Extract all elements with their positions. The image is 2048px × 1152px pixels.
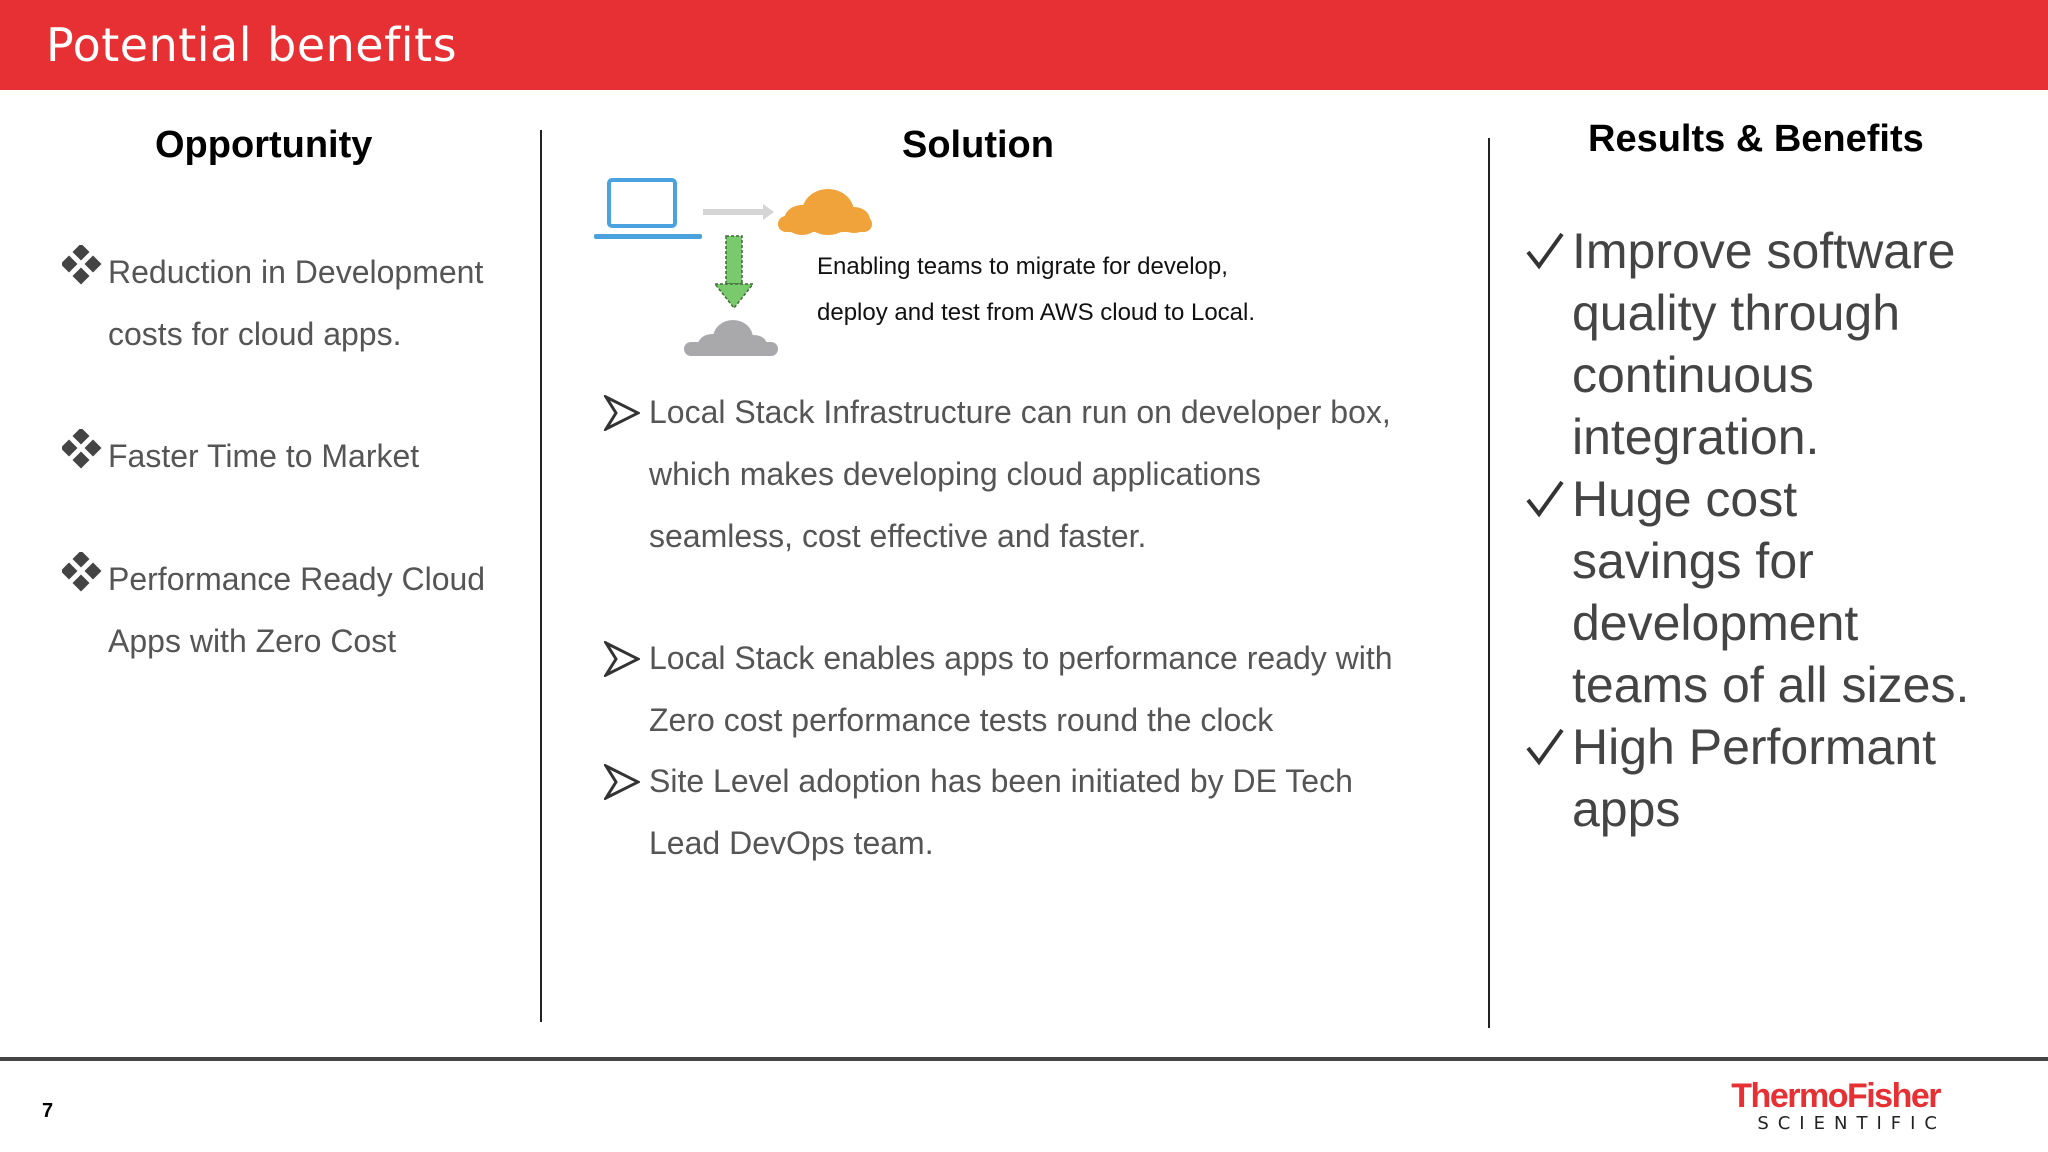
title-bar bbox=[0, 0, 2048, 90]
opportunity-item bbox=[62, 548, 532, 672]
diamond-bullet-icon bbox=[62, 245, 102, 285]
solution-text-line: Local Stack Infrastructure can run on developer box, bbox=[649, 394, 1391, 430]
arrow-right-icon bbox=[703, 204, 774, 220]
arrowhead-bullet-icon bbox=[604, 764, 640, 800]
column-divider-left bbox=[540, 130, 542, 1022]
solution-caption bbox=[817, 244, 1417, 336]
opportunity-item bbox=[62, 425, 532, 487]
arrowhead-bullet-icon bbox=[604, 395, 640, 431]
solution-text-line: Site Level adoption has been initiated by DE Tech bbox=[649, 763, 1353, 799]
opportunity-text-line: Performance Ready Cloud bbox=[108, 561, 486, 597]
results-text-line: quality through bbox=[1572, 285, 1901, 341]
solution-text-line: which makes developing cloud applications bbox=[649, 456, 1261, 492]
logo-text: ThermoFisher bbox=[1731, 1077, 1940, 1115]
checkmark-icon bbox=[1525, 478, 1565, 520]
results-text-line: High Performant bbox=[1572, 719, 1937, 775]
solution-text-line: Zero cost performance tests round the clock bbox=[649, 702, 1274, 738]
solution-item bbox=[604, 750, 1464, 874]
solution-item bbox=[604, 381, 1464, 567]
caption-line: deploy and test from AWS cloud to Local. bbox=[817, 299, 1256, 326]
results-heading: Results & Benefits bbox=[1588, 118, 1924, 160]
solution-text-line: Lead DevOps team. bbox=[649, 825, 934, 861]
cloud-aws-icon bbox=[778, 189, 872, 235]
opportunity-text-line: costs for cloud apps. bbox=[108, 316, 402, 352]
results-text-line: savings for bbox=[1572, 533, 1814, 589]
opportunity-text-line: Apps with Zero Cost bbox=[108, 623, 397, 659]
results-text-line: Improve software bbox=[1572, 223, 1956, 279]
page-number: 7 bbox=[42, 1100, 54, 1122]
logo-subtext: SCIENTIFIC bbox=[1757, 1113, 1946, 1134]
laptop-icon bbox=[594, 180, 702, 239]
cloud-local-icon bbox=[684, 320, 778, 356]
solution-text-line: seamless, cost effective and faster. bbox=[649, 518, 1147, 554]
column-divider-right bbox=[1488, 138, 1490, 1028]
solution-text-line: Local Stack enables apps to performance ready with bbox=[649, 640, 1393, 676]
results-list bbox=[1525, 220, 2025, 840]
results-text-line: continuous bbox=[1572, 347, 1814, 403]
arrowhead-bullet-icon bbox=[604, 641, 640, 677]
results-item bbox=[1525, 716, 2025, 840]
results-text-line: apps bbox=[1572, 781, 1681, 837]
opportunity-heading: Opportunity bbox=[155, 124, 373, 166]
solution-item bbox=[604, 627, 1464, 751]
opportunity-item bbox=[62, 241, 532, 365]
checkmark-icon bbox=[1525, 726, 1565, 768]
results-text-line: integration. bbox=[1572, 409, 1820, 465]
opportunity-text-line: Reduction in Development bbox=[108, 254, 484, 290]
solution-heading: Solution bbox=[902, 124, 1054, 166]
thermofisher-logo bbox=[1720, 1077, 1946, 1134]
opportunity-text-line: Faster Time to Market bbox=[108, 438, 420, 474]
results-text-line: Huge cost bbox=[1572, 471, 1798, 527]
results-item bbox=[1525, 220, 2025, 468]
diamond-bullet-icon bbox=[62, 429, 102, 469]
results-text-line: teams of all sizes. bbox=[1572, 657, 1970, 713]
slide-title: Potential benefits bbox=[46, 18, 458, 72]
diamond-bullet-icon bbox=[62, 552, 102, 592]
results-item bbox=[1525, 468, 2025, 716]
results-text-line: development bbox=[1572, 595, 1859, 651]
footer-divider bbox=[0, 1057, 2048, 1061]
arrow-down-icon bbox=[715, 236, 753, 308]
checkmark-icon bbox=[1525, 230, 1565, 272]
caption-line: Enabling teams to migrate for develop, bbox=[817, 253, 1228, 280]
